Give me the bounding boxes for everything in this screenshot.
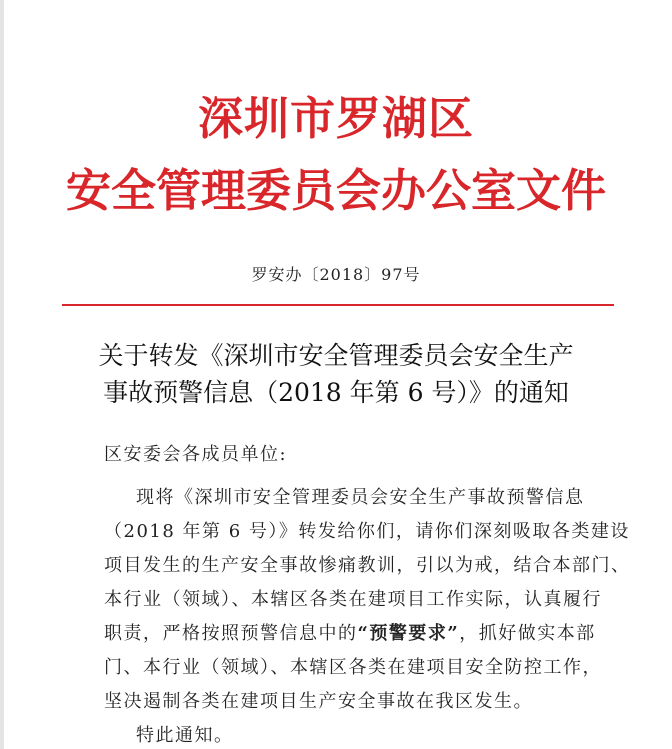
document-title-line-2: 事故预警信息（2018 年第 6 号）》的通知 <box>103 378 569 407</box>
body-line-5-text-b: ，抓好做实本部 <box>459 623 596 644</box>
issuer-header-line-1: 深圳市罗湖区 <box>197 92 474 145</box>
body-line-3: 项目发生的生产安全事故惨痛教训，引以为戒，结合本部门、 <box>104 555 631 576</box>
closing: 特此通知。 <box>136 725 234 746</box>
body-line-4: 本行业（领域）、本辖区各类在建项目工作实际，认真履行 <box>104 589 602 610</box>
issuer-header-line-2: 安全管理委员会办公室文件 <box>65 164 606 217</box>
body-line-1: 现将《深圳市安全管理委员会安全生产事故预警信息 <box>136 487 585 508</box>
document-number: 罗安办〔2018〕97号 <box>251 265 421 284</box>
red-divider <box>62 304 614 306</box>
warning-requirements-emphasis: “预警要求” <box>357 623 460 644</box>
body-line-6: 门、本行业（领域）、本辖区各类在建项目安全防控工作， <box>104 657 602 678</box>
body-line-2: （2018 年第 6 号）》转发给你们，请你们深刻吸取各类建设 <box>104 521 630 542</box>
salutation: 区安委会各成员单位: <box>104 444 288 465</box>
body-line-5-text-a: 职责，严格按照预警信息中的 <box>104 623 358 644</box>
document-title-line-1: 关于转发《深圳市安全管理委员会安全生产 <box>98 341 574 370</box>
body-line-5 <box>104 619 596 645</box>
body-line-7: 坚决遏制各类在建项目生产安全事故在我区发生。 <box>104 691 533 712</box>
